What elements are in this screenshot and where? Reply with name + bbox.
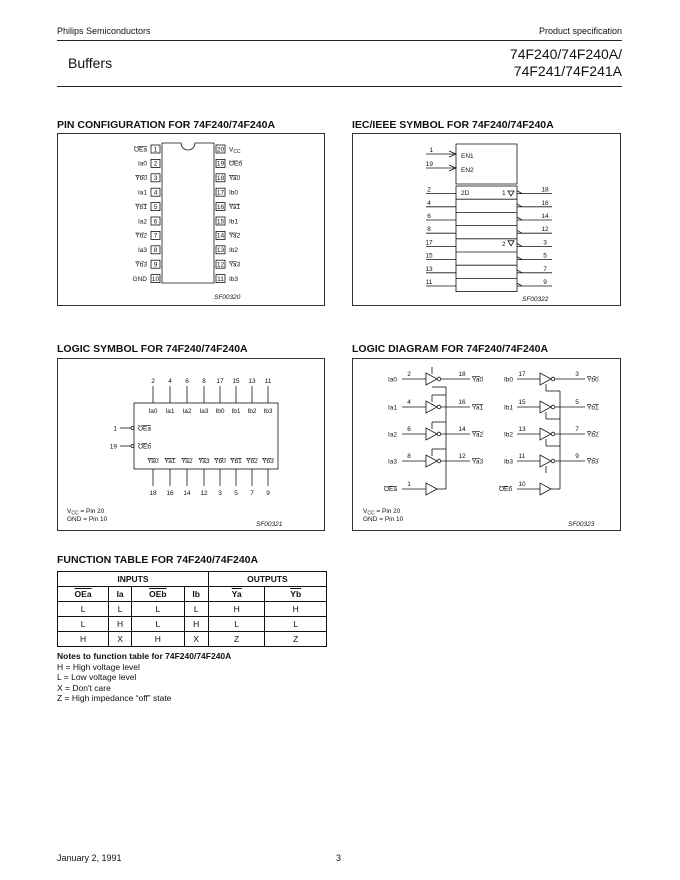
ld-a-input-label: Ia1 — [388, 404, 398, 412]
ls-top-label: Ib2 — [247, 408, 257, 415]
pin-name-right: Ya2 — [229, 232, 241, 240]
column-header-oea: $\overline{OEa}$ — [58, 587, 109, 602]
pin-name-left: Yb0 — [135, 175, 147, 183]
buffer-gate — [426, 455, 437, 467]
function-table — [57, 571, 327, 647]
ls-bottom-pin: 18 — [149, 490, 157, 497]
ld-b-in-pin: 11 — [518, 453, 526, 460]
function-table-notes — [57, 651, 231, 704]
figure-ref: SF00320 — [214, 294, 241, 301]
ld-a-in-pin: 6 — [407, 426, 411, 433]
ls-oe-label: OEa — [138, 425, 152, 433]
pin-name-right: Ya3 — [229, 261, 241, 269]
ld-b-out-pin: 3 — [575, 371, 579, 378]
pin-number-right: 17 — [216, 189, 225, 197]
table-cell: Z — [265, 632, 327, 647]
table-cell: H — [58, 632, 109, 647]
pin-number-right: 14 — [216, 232, 225, 240]
pin-number-left: 6 — [153, 218, 158, 226]
iec-output-pin: 14 — [541, 213, 549, 220]
pin-number-right: 19 — [216, 160, 225, 168]
table-row — [58, 617, 327, 632]
figure-ref: SF00321 — [256, 521, 283, 528]
pin-number-left: 10 — [151, 275, 160, 283]
buffer-gate — [540, 483, 551, 495]
part-line-1: 74F240/74F240A/ — [509, 46, 622, 62]
pin-number-right: 20 — [216, 146, 225, 154]
pin-config-title: PIN CONFIGURATION FOR 74F240/74F240A — [57, 119, 276, 131]
table-cell: H — [132, 632, 184, 647]
table-cell: H — [184, 617, 208, 632]
column-header-ib: Ib — [184, 587, 208, 602]
pin-name-right: Ya0 — [229, 175, 241, 183]
pin-name-right: Ib2 — [229, 247, 239, 255]
buffer-gate — [426, 373, 437, 385]
logic-symbol-title: LOGIC SYMBOL FOR 74F240/74F240A — [57, 343, 248, 355]
ld-a-output-label: Ya1 — [472, 404, 484, 412]
ls-top-label: Ib0 — [215, 408, 225, 415]
ld-a-input-label: Ia3 — [388, 458, 398, 466]
ld-gnd-note: GND = Pin 10 — [363, 516, 404, 523]
pin-name-left: Ia0 — [137, 160, 147, 168]
ld-a-output-label: Ya3 — [472, 458, 484, 466]
ld-a-input-label: Ia0 — [388, 376, 398, 384]
pin-number-left: 3 — [153, 175, 158, 183]
ls-top-pin: 17 — [216, 378, 224, 385]
ld-a-input-label: Ia2 — [388, 431, 398, 439]
page-number: 3 — [336, 853, 342, 863]
iec-en-label: EN2 — [461, 167, 474, 174]
ld-a-out-pin: 18 — [458, 371, 466, 378]
iec-title: IEC/IEEE SYMBOL FOR 74F240/74F240A — [352, 119, 554, 131]
ls-bottom-pin: 5 — [234, 490, 238, 497]
ls-bottom-label: Yb0 — [214, 458, 226, 465]
iec-output-inversion — [517, 283, 522, 286]
iec-output-pin: 18 — [541, 186, 549, 194]
pin-name-left: Yb1 — [135, 203, 147, 211]
table-cell: L — [58, 617, 109, 632]
table-cell: L — [58, 602, 109, 617]
ls-top-label: Ib1 — [231, 408, 241, 415]
pin-name-right: Ib0 — [229, 189, 239, 197]
iec-block-label: 2D — [461, 190, 470, 197]
ls-top-pin: 4 — [168, 378, 172, 385]
ls-bottom-label: Ya2 — [181, 458, 193, 465]
pin-number-right: 11 — [217, 275, 224, 283]
ls-bottom-pin: 12 — [200, 490, 208, 497]
iec-output-pin: 3 — [543, 239, 547, 247]
ld-b-input-label: Ib1 — [504, 404, 514, 412]
iec-output-pin: 5 — [543, 252, 547, 260]
ls-top-pin: 6 — [185, 378, 189, 385]
ld-b-input-label: Ib0 — [504, 376, 514, 384]
iec-input-pin: 4 — [427, 199, 431, 207]
ld-b-output-label: Yb2 — [587, 431, 599, 439]
pin-number-right: 16 — [216, 203, 225, 211]
table-cell: Z — [208, 632, 265, 647]
ld-b-input-label: Ib2 — [504, 431, 514, 439]
buffer-gate — [540, 428, 551, 440]
iec-input-pin: 13 — [425, 265, 433, 273]
outputs-group-header: OUTPUTS — [208, 572, 326, 587]
iec-en-pin: 1 — [429, 147, 433, 154]
iec-gate-label: 1 — [502, 190, 506, 197]
ld-b-output-label: Yb3 — [587, 458, 599, 466]
ls-top-label: Ia1 — [165, 408, 175, 415]
ld-b-out-pin: 7 — [575, 426, 579, 433]
table-cell: H — [265, 602, 327, 617]
figure-ref: SF00323 — [568, 521, 595, 528]
ls-gnd-note: GND = Pin 10 — [67, 516, 108, 523]
ld-a-output-label: Ya2 — [472, 431, 484, 439]
ls-top-label: Ia3 — [199, 408, 209, 415]
column-header-oeb: $\overline{OEb}$ — [132, 587, 184, 602]
ld-oeb-label: OEb — [499, 486, 513, 493]
buffer-gate — [540, 401, 551, 413]
pin-name-left: Ia3 — [137, 247, 147, 255]
table-row — [58, 632, 327, 647]
pin-number-right: 18 — [216, 175, 225, 183]
buffer-gate — [426, 401, 437, 413]
iec-output-inversion — [517, 217, 522, 220]
pin-name-left: GND — [132, 275, 147, 283]
iec-en-pin: 19 — [425, 161, 433, 168]
table-cell: L — [265, 617, 327, 632]
ld-oea-label: OEa — [384, 486, 398, 493]
ls-oe-pin: 1 — [113, 425, 117, 433]
iec-input-pin: 6 — [427, 213, 431, 220]
page-title: Buffers — [68, 55, 113, 71]
iec-output-inversion — [517, 230, 522, 233]
ld-a-out-pin: 12 — [458, 453, 466, 460]
pin-number-left: 1 — [153, 146, 158, 154]
ls-oe-label: OEb — [138, 443, 152, 451]
ls-bottom-label: Ya0 — [147, 458, 159, 465]
pin-name-left: Yb2 — [135, 232, 147, 240]
ld-oeb-pin: 10 — [518, 481, 526, 488]
pin-name-right: $V_{CC}$ — [229, 146, 241, 155]
ld-b-out-pin: 5 — [575, 399, 579, 406]
table-cell: L — [109, 602, 132, 617]
ld-b-output-label: Yb0 — [587, 376, 599, 384]
ls-top-pin: 15 — [232, 378, 240, 385]
ls-top-label: Ia2 — [182, 408, 192, 415]
column-header-row — [58, 587, 327, 602]
iec-output-pin: 16 — [541, 199, 549, 207]
iec-input-pin: 17 — [425, 239, 433, 247]
iec-output-pin: 9 — [543, 279, 547, 286]
ls-bottom-pin: 3 — [218, 490, 222, 497]
pin-number-right: 15 — [216, 218, 225, 226]
ls-bottom-label: Yb3 — [262, 458, 274, 465]
table-row — [58, 602, 327, 617]
buffer-gate — [426, 483, 437, 495]
column-header-yb: $\overline{Yb}$ — [265, 587, 327, 602]
pin-number-left: 4 — [153, 189, 158, 197]
ls-top-label: Ia0 — [148, 408, 158, 415]
iec-en-label: EN1 — [461, 153, 474, 160]
ld-a-in-pin: 8 — [407, 453, 411, 460]
iec-output-inversion — [517, 257, 522, 260]
iec-output-pin: 7 — [543, 265, 547, 273]
notes-title: Notes to function table for 74F240/74F240A — [57, 651, 232, 661]
iec-input-pin: 11 — [425, 279, 433, 286]
ls-oe-pin: 19 — [109, 443, 117, 451]
ls-oe-bubble — [131, 427, 134, 430]
ls-oe-bubble — [131, 445, 134, 448]
iec-gate-label: 2 — [502, 240, 506, 248]
pin-name-right: OEb — [229, 160, 243, 168]
iec-3state-symbol — [508, 241, 514, 246]
iec-output-inversion — [517, 270, 522, 273]
note-z: Z = High impedance “off” state — [57, 693, 172, 703]
ls-bottom-pin: 14 — [183, 490, 191, 497]
ls-bottom-label: Ya3 — [198, 458, 210, 465]
ld-b-input-label: Ib3 — [504, 458, 514, 466]
ls-top-pin: 13 — [248, 378, 256, 385]
ls-top-label: Ib3 — [263, 408, 273, 415]
note-l: L = Low voltage level — [57, 672, 137, 682]
doc-type: Product specification — [538, 26, 622, 36]
ls-bottom-pin: 7 — [250, 490, 254, 497]
iec-input-pin: 8 — [427, 226, 431, 234]
ls-top-pin: 11 — [264, 378, 272, 385]
ls-bottom-pin: 16 — [166, 490, 174, 497]
ld-a-out-pin: 16 — [458, 399, 466, 406]
ls-top-pin: 8 — [202, 378, 206, 385]
company-name: Philips Semiconductors — [57, 26, 151, 36]
table-cell: H — [208, 602, 265, 617]
column-header-ia: Ia — [109, 587, 132, 602]
figure-ref: SF00322 — [522, 296, 549, 303]
ld-a-out-pin: 14 — [458, 426, 466, 433]
pin-name-right: Ib1 — [229, 218, 239, 226]
buffer-gate — [540, 373, 551, 385]
iec-3state-symbol — [508, 191, 514, 196]
table-cell: X — [184, 632, 208, 647]
ld-b-out-pin: 9 — [575, 453, 579, 460]
buffer-gate — [540, 455, 551, 467]
footer-date: January 2, 1991 — [57, 853, 122, 863]
table-cell: L — [132, 602, 184, 617]
ld-a-output-label: Ya0 — [472, 376, 484, 384]
table-cell: L — [132, 617, 184, 632]
pin-number-right: 13 — [216, 247, 225, 255]
ld-b-in-pin: 17 — [518, 371, 526, 378]
iec-input-pin: 2 — [427, 186, 431, 194]
ld-b-output-label: Yb1 — [587, 404, 599, 412]
buffer-gate — [426, 428, 437, 440]
note-h: H = High voltage level — [57, 661, 140, 672]
ld-a-in-pin: 4 — [407, 399, 411, 406]
iec-output-inversion — [517, 243, 522, 246]
ls-bottom-pin: 9 — [266, 490, 270, 497]
pin-name-left: Yb3 — [135, 261, 147, 269]
pin-name-left: OEa — [133, 146, 147, 154]
note-x: X = Don't care — [57, 682, 111, 693]
iec-output-inversion — [517, 191, 522, 194]
pin-name-left: Ia2 — [137, 218, 147, 226]
iec-output-pin: 12 — [541, 226, 549, 234]
iec-control-block — [456, 144, 517, 184]
ls-top-pin: 2 — [151, 378, 155, 385]
ld-oea-pin: 1 — [407, 481, 411, 488]
function-table-title: FUNCTION TABLE FOR 74F240/74F240A — [57, 554, 259, 566]
ld-b-in-pin: 15 — [518, 399, 526, 406]
dip-package-outline — [162, 143, 214, 283]
ls-vcc-note: $V_{CC}$ = Pin 20 — [67, 508, 105, 517]
inputs-group-header: INPUTS — [58, 572, 209, 587]
ls-bottom-label: Yb2 — [246, 458, 258, 465]
table-cell: H — [109, 617, 132, 632]
ld-b-in-pin: 13 — [518, 426, 526, 433]
pin-name-right: Ya1 — [229, 203, 241, 211]
pin-number-right: 12 — [216, 261, 225, 269]
pin-number-left: 7 — [153, 232, 158, 240]
pin-number-left: 2 — [153, 160, 158, 168]
ls-bottom-label: Ya1 — [164, 458, 176, 465]
ld-a-in-pin: 2 — [407, 371, 411, 378]
table-cell: X — [109, 632, 132, 647]
column-header-ya: $\overline{Ya}$ — [208, 587, 265, 602]
iec-input-pin: 15 — [425, 252, 433, 260]
pin-number-left: 5 — [153, 203, 158, 211]
part-line-2: 74F241/74F241A — [513, 63, 622, 79]
ls-bottom-label: Yb1 — [230, 458, 242, 465]
pin-name-right: Ib3 — [229, 275, 239, 283]
pin-number-left: 8 — [153, 247, 158, 255]
logic-diagram-title: LOGIC DIAGRAM FOR 74F240/74F240A — [352, 343, 549, 355]
table-cell: L — [184, 602, 208, 617]
ld-vcc-note: $V_{CC}$ = Pin 20 — [363, 508, 401, 517]
iec-output-inversion — [517, 204, 522, 207]
table-cell: L — [208, 617, 265, 632]
pin-number-left: 9 — [153, 261, 158, 269]
pin-name-left: Ia1 — [137, 189, 147, 197]
